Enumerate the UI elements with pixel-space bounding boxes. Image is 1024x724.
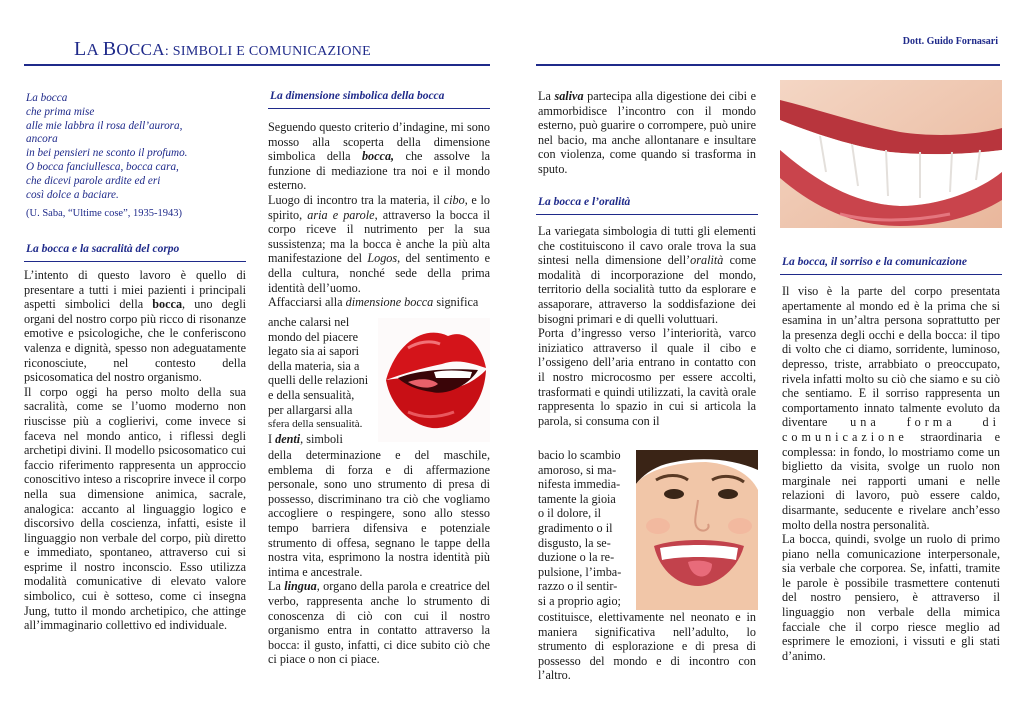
text: I xyxy=(268,431,276,446)
column-1 xyxy=(24,268,246,633)
text-line xyxy=(268,432,376,447)
smiling-face-icon xyxy=(636,450,758,610)
keyword-cibo: cibo xyxy=(443,192,465,207)
heading-sacralita: La bocca e la sacralità del corpo xyxy=(26,243,180,255)
text: La xyxy=(268,579,285,594)
text: , organo della parola e creatrice del verbo, rappresenta anche lo strumento di conoscenza di ciò con cui il nostro organismo entra in contatto attraverso la bocca: il gusto, infatti, ci dice subito ciò che ci piace o non ci piace. xyxy=(268,579,491,667)
text-line: gradimento o il xyxy=(538,520,613,535)
red-lips-icon xyxy=(378,318,490,442)
title-part-occa: OCCA xyxy=(116,40,165,59)
poem-line: La bocca xyxy=(26,92,68,104)
text-line: quelli delle relazioni xyxy=(268,373,369,388)
poem-line: che prima mise xyxy=(26,105,95,118)
paragraph xyxy=(268,295,490,310)
poem-line: che dicevi parole ardite ed eri xyxy=(26,174,161,187)
heading-dimensione: La dimensione simbolica della bocca xyxy=(270,90,445,102)
text-line: per allargarsi alla xyxy=(268,402,353,417)
column-3-wrap xyxy=(538,448,634,609)
paragraph: Porta d’ingresso verso l’interiorità, varco iniziatico attraverso il quale il cibo e l’ossigeno dell’aria entrano in contatto con il nostro microcosmo per essere accolti, trasformati e quindi utilizzati, la cavità orale rappresenta lo spazio in cui si articola la parola, si consuma con il xyxy=(538,326,756,428)
text-line: duzione o la re- xyxy=(538,550,615,565)
text-line: tamente la gioia xyxy=(538,491,616,506)
paragraph xyxy=(268,579,490,667)
poem-citation: (U. Saba, “Ultime cose”, 1935-1943) xyxy=(26,208,182,220)
keyword-lingua: lingua xyxy=(284,579,317,594)
keyword-bocca: bocca, xyxy=(361,149,395,164)
title-tail: : SIMBOLI E COMUNICAZIONE xyxy=(164,44,372,59)
text-line: nifesta immedia- xyxy=(538,477,621,492)
heading-rule xyxy=(268,108,490,109)
smile-teeth-icon xyxy=(780,80,1002,228)
text-line: si a proprio agio; xyxy=(538,593,621,608)
text: come modalità di incorporazione del mondo, territorio della socialità tutto da esplorare e assaporare, attraverso la soddisfazione dei bisogni primari e di quelli voluttuari. xyxy=(538,253,756,326)
heading-sorriso: La bocca, il sorriso e la comunicazione xyxy=(782,256,967,268)
text-line: sfera della sensualità. xyxy=(268,418,363,431)
paragraph xyxy=(268,120,490,193)
poem-line: O bocca fanciullesca, bocca cara, xyxy=(26,160,179,173)
paragraph xyxy=(538,89,756,177)
title-rule-right xyxy=(536,64,1000,66)
heading-rule xyxy=(24,261,246,262)
heading-rule xyxy=(536,214,758,215)
poem-line: ancora xyxy=(26,133,58,146)
smiling-woman-photo xyxy=(636,450,758,610)
paragraph: della determinazione e del maschile, emblema di forza e di affermazione personale, sono uno strumento di presa di possesso, discriminano tra ciò che vogliamo accogliere o respingere, sono allo stesso tempo barriera difensiva e potenziale strumento di offesa, segnano le tappe della nostra vita, esprimono la nostra identità più intima e ancestrale. xyxy=(268,448,490,579)
text-line: razzo o il sentir- xyxy=(538,579,618,594)
title-rule-left xyxy=(24,64,490,66)
text: La xyxy=(538,89,555,103)
text-line: amoroso, si ma- xyxy=(538,462,617,477)
heading-rule xyxy=(780,274,1002,275)
keyword-saliva: saliva xyxy=(554,89,584,103)
text: , simboli xyxy=(300,431,343,446)
text: , e lo spirito, xyxy=(268,192,491,222)
text: Seguendo questo criterio d’indagine, mi sono mosso alla scoperta della dimensione simbolica della xyxy=(268,120,490,164)
paragraph xyxy=(268,193,490,295)
text: L’intento di questo lavoro è quello di presentare a tutti i miei pazienti i principali aspetti simbolici della xyxy=(24,268,246,312)
text: che assolve la funzione di mediazione tra noi e il mondo esterno. xyxy=(268,149,490,193)
text-line: e della sensualità, xyxy=(268,387,355,402)
heading-oralita: La bocca e l’oralità xyxy=(538,196,631,208)
keyword-denti: denti xyxy=(275,431,301,446)
column-3-mid xyxy=(538,224,756,428)
title-initial-b: B xyxy=(102,38,117,60)
text: Affacciarsi alla xyxy=(268,295,346,310)
keyword-aria-parole: aria e parole xyxy=(307,207,375,222)
text: Luogo di incontro tra la materia, il xyxy=(268,192,444,207)
column-2-top xyxy=(268,120,490,310)
spaced-text: una forma di comunicazione xyxy=(782,415,1000,444)
poem-line: in bei pensieri ne sconto il profumo. xyxy=(26,147,188,160)
text-line: della materia, sia a xyxy=(268,358,360,373)
page-title xyxy=(74,38,494,61)
keyword-dimensione-bocca: dimensione bocca xyxy=(345,295,434,310)
text: La variegata simbologia di tutti gli elementi che costituiscono il cavo orale trova la sua sintesi nella dimensione dell’ xyxy=(538,224,756,268)
text: , attraverso la bocca il corpo riceve il nutrimento per la sua sussistenza; ma la bocca è anche la più alta manifestazione del xyxy=(268,207,491,266)
keyword-logos: Logos xyxy=(367,251,398,266)
paragraph xyxy=(538,224,756,326)
column-4 xyxy=(782,284,1000,663)
text: straordinaria e complessa: in fondo, lo mostriamo come un biglietto da visita, svolge un ruolo non marginale nei rapporti umani e nelle relazioni di lavoro, può essere caldo, disarmante, seducente e rivelare anch’esso molto della nostra personalità. xyxy=(782,429,1000,532)
poem-block xyxy=(26,92,246,221)
text-line: o il dolore, il xyxy=(538,506,601,521)
paragraph: costituisce, elettivamente nel neonato e in maniera significativa nell’adulto, lo strumento di esplorazione e di presa di possesso del mondo e di incontro con l’altro. xyxy=(538,610,756,683)
column-3-bottom xyxy=(538,610,756,683)
column-2-wrap xyxy=(268,315,376,446)
paragraph xyxy=(24,268,246,385)
keyword-bocca: bocca xyxy=(152,297,183,312)
column-3-top xyxy=(538,89,756,177)
text: partecipa alla digestione dei cibi e ammorbidisce l’incontro con il mondo esterno, può guarire o corrompere, può unire nel bacio, ma anche allontanare e insultare con violenza, come quando si trasforma in sputo. xyxy=(538,89,757,176)
text: , uno degli organi del nostro corpo più ricco di risonanze emotive e psicologiche, che le conferiscono valenza e dignità, spesso non adeguatamente riconosciute, nel contesto della psicosomatica del nostro organismo. xyxy=(24,297,246,385)
text-line: anche calarsi nel xyxy=(268,315,350,329)
text: significa xyxy=(433,295,479,310)
text: , del sentimento e della cultura, nonché sede della prima identità dell’uomo. xyxy=(268,251,490,295)
text-line: pulsione, l’imba- xyxy=(538,564,622,579)
text: Il viso è la parte del corpo presentata apertamente al mondo ed è la prima che si esamina in un’altra persona soprattutto per la presenza degli occhi e della bocca: il tipo di volto che ci diamo, sorridente, luminoso, depresso, triste, arrabbiato o preoccupato, rivela infatti molto su ciò che siamo e su ciò che sentiamo. E il sorriso rappresenta un comportamento innato talmente evoluto da diventare xyxy=(782,284,1000,430)
author-name: Dott. Guido Fornasari xyxy=(902,36,998,47)
text-line: mondo del piacere xyxy=(268,329,359,344)
text-line: bacio lo scambio xyxy=(538,448,621,462)
poem-line: così dolce a baciare. xyxy=(26,188,119,201)
red-lips-photo xyxy=(378,318,490,442)
column-2-bottom xyxy=(268,448,490,667)
keyword-oralita: oralità xyxy=(690,253,724,268)
title-part-a: A xyxy=(86,40,103,59)
text-line: legato sia ai sapori xyxy=(268,344,360,359)
white-teeth-photo xyxy=(780,80,1002,228)
poem-line: alle mie labbra il rosa dell’aurora, xyxy=(26,119,183,132)
title-initial-l: L xyxy=(74,38,87,60)
paragraph xyxy=(782,284,1000,532)
paragraph: La bocca, quindi, svolge un ruolo di primo piano nella comunicazione interpersonale, sia verbale che corporea. Se, infatti, tramite le parole è possibile trasmettere contenuti del nostro pensiero, è attraverso il linguaggio non verbale della mimica facciale che il corpo riesce meglio ad esprimere le emozioni, i vissuti e gli stati d’animo. xyxy=(782,532,1000,663)
text-line: disgusto, la se- xyxy=(538,535,611,550)
paragraph: Il corpo oggi ha perso molto della sua sacralità, come se l’uomo moderno non riuscisse più a coglierivi, come invece si faceva nel mondo antico, i riflessi degli archetipi divini. Il modello psicosomatico cui faccio riferimento rappresenta un approccio conoscitivo inteso a riscoprire invece il corpo nella sua dimensione animica, sacrale, analogica: accanto al linguaggio logico e discorsivo della coscienza, infatti, esiste il linguaggio non verbale del corpo, più diretto e immediato, spontaneo, attraverso cui si esprime il nostro inconscio. Esso utilizza modalità comunicative di elevato valore simbolico, cui è sotteso, come ci insegna Jung, tutto il mondo archetipico, che attinge all’immaginario collettivo ed individuale. xyxy=(24,384,247,633)
